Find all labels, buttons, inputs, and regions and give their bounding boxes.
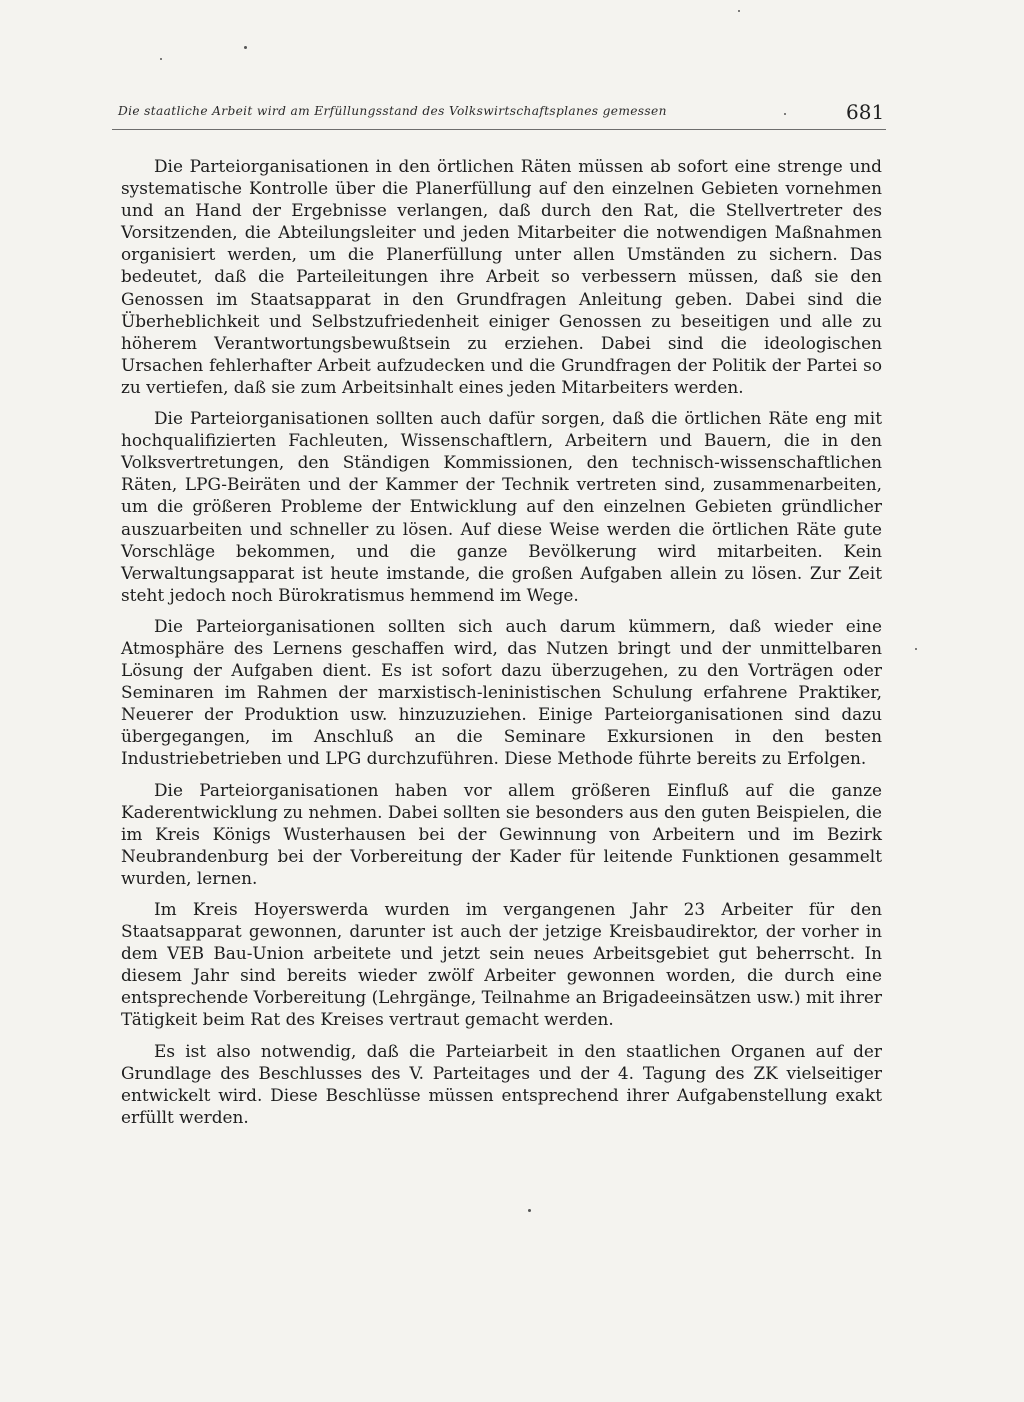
scan-speck: [528, 1209, 531, 1212]
body-text: [121, 155, 882, 1137]
paragraph-3: Die Parteiorganisationen sollten sich auch darum kümmern, daß wieder eine Atmosphäre des Lernens geschaffen wird, das Nutzen bringt und der unmittelbaren Lösung der Aufgaben dient. Es ist sofort dazu überzugehen, zu den Vorträgen oder Seminaren im Rahmen der marxistisch-leninistischen Schulung erfahrene Praktiker, Neuerer der Produktion usw. hinzuzuziehen. Einige Parteiorganisationen sind dazu übergegangen, im Anschluß an die Seminare Exkursionen in den besten Industriebetrieben und LPG durchzuführen. Diese Methode führte bereits zu Erfolgen.: [121, 615, 882, 769]
paragraph-5: Im Kreis Hoyerswerda wurden im vergangenen Jahr 23 Arbeiter für den Staatsapparat gewonnen, darunter ist auch der jetzige Kreisbaudirektor, der vorher in dem VEB Bau-Union arbeitete und jetzt sein neues Arbeitsgebiet gut beherrscht. In diesem Jahr sind bereits wieder zwölf Arbeiter gewonnen worden, die durch eine entsprechende Vorbereitung (Lehrgänge, Teilnahme an Brigadeeinsätzen usw.) mit ihrer Tätigkeit beim Rat des Kreises vertraut gemacht werden.: [121, 899, 882, 1030]
paragraph-1: Die Parteiorganisationen in den örtlichen Räten müssen ab sofort eine strenge und systematische Kontrolle über die Planerfüllung auf den einzelnen Gebieten vornehmen und an Hand der Ergebnisse verlangen, daß durch den Rat, die Stellvertreter des Vorsitzenden, die Abteilungsleiter und jeden Mitarbeiter die notwendigen Maßnahmen organisiert werden, um die Planerfüllung unter allen Umständen zu sichern. Das bedeutet, daß die Parteileitungen ihre Arbeit so verbessern müssen, daß sie den Genossen im Staatsapparat in den Grundfragen Anleitung geben. Dabei sind die Überheblichkeit und Selbstzufriedenheit einiger Genossen zu beseitigen und alle zu höherem Verantwortungsbewußtsein zu erziehen. Dabei sind die ideologischen Ursachen fehlerhafter Arbeit aufzudecken und die Grundfragen der Politik der Partei so zu vertiefen, daß sie zum Arbeitsinhalt eines jeden Mitarbeiters werden.: [121, 156, 882, 397]
paragraph-2: Die Parteiorganisationen sollten auch dafür sorgen, daß die örtlichen Räte eng mit hochqualifizierten Fachleuten, Wissenschaftlern, Arbeitern und Bauern, die in den Volksvertretungen, den Ständigen Kommissionen, den technisch-wissenschaftlichen Räten, LPG-Beiräten und der Kammer der Technik vertreten sind, zusammenarbeiten, um die größeren Probleme der Entwicklung auf den einzelnen Gebieten gründlicher auszuarbeiten und schneller zu lösen. Auf diese Weise werden die örtlichen Räte gute Vorschläge bekommen, und die ganze Bevölkerung wird mitarbeiten. Kein Verwaltungsapparat ist heute imstande, die großen Aufgaben allein zu lösen. Zur Zeit steht jedoch noch Bürokratismus hemmend im Wege.: [121, 408, 882, 605]
page-number: 681: [846, 100, 885, 124]
scan-speck: [784, 113, 786, 115]
scan-speck: [244, 46, 247, 49]
scan-speck: [738, 10, 740, 12]
paragraph-6: Es ist also notwendig, daß die Parteiarbeit in den staatlichen Organen auf der Grundlage des Beschlusses des V. Parteitages und der 4. Tagung des ZK vielseitiger entwickelt wird. Diese Beschlüsse müssen entsprechend ihrer Aufgabenstellung exakt erfüllt werden.: [121, 1040, 882, 1127]
scan-speck: [160, 58, 162, 60]
scan-speck: [915, 648, 917, 650]
running-head: Die staatliche Arbeit wird am Erfüllungsstand des Volkswirtschaftsplanes gemessen: [118, 104, 667, 118]
paragraph-4: Die Parteiorganisationen haben vor allem größeren Einfluß auf die ganze Kaderentwicklung zu nehmen. Dabei sollten sie besonders aus den guten Beispielen, die im Kreis Königs Wusterhausen bei der Gewinnung von Arbeitern und im Bezirk Neubrandenburg bei der Vorbereitung der Kader für leitende Funktionen gesammelt wurden, lernen.: [121, 779, 882, 888]
header-rule: [112, 129, 886, 130]
